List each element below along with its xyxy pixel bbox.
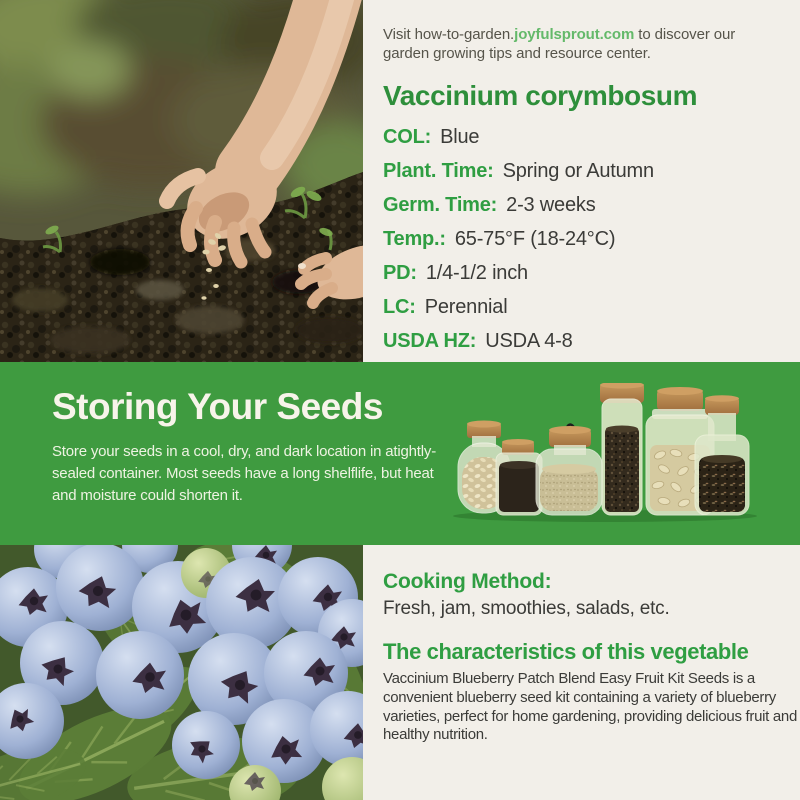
- spec-value: Blue: [440, 125, 480, 148]
- seed-jars-illustration: [450, 383, 760, 523]
- website-url: joyfulsprout.com: [514, 26, 635, 43]
- spec-value: Perennial: [424, 295, 508, 318]
- planting-photo: [0, 0, 363, 362]
- storing-seeds-band: [0, 362, 800, 545]
- spec-row-usda-zone: [383, 330, 788, 353]
- info-panel: [363, 0, 800, 362]
- bottom-section: [0, 545, 800, 800]
- seed-jars-image: [450, 383, 760, 523]
- intro-prefix: Visit how-to-garden.: [383, 26, 515, 43]
- plant-title: Vaccinium corymbosum: [383, 79, 698, 111]
- jar-black-seeds: [496, 439, 542, 515]
- characteristics-title: The characteristics of this vegetable: [383, 639, 749, 664]
- spec-label: Temp.:: [383, 227, 446, 250]
- cooking-method-body: Fresh, jam, smoothies, salads, etc.: [383, 598, 670, 619]
- spec-value: 1/4-1/2 inch: [425, 261, 528, 284]
- spec-row-germ-time: [383, 194, 788, 217]
- jar-sand: [536, 425, 602, 516]
- cooking-method-title: Cooking Method:: [383, 570, 552, 593]
- spec-value: 2-3 weeks: [506, 193, 596, 216]
- spec-label: Plant. Time:: [383, 159, 494, 182]
- spec-label: Germ. Time:: [383, 193, 498, 216]
- intro-suffix: to discover our garden growing tips and resource center.: [383, 26, 736, 62]
- spec-row-planting-depth: [383, 262, 788, 285]
- storing-body: Store your seeds in a cool, dry, and dark location in atightly-sealed container. Most seeds have a long shelflife, but heat and moisture could shorten it.: [52, 443, 436, 504]
- spec-list: [383, 126, 788, 353]
- spec-row-plant-time: [383, 160, 788, 183]
- spec-row-temperature: [383, 228, 788, 251]
- top-section: [0, 0, 800, 362]
- spec-row-life-cycle: [383, 296, 788, 319]
- spec-label: COL:: [383, 125, 432, 148]
- storing-title: Storing Your Seeds: [52, 386, 383, 427]
- blueberries-illustration: [0, 545, 363, 800]
- spec-value: 65-75°F (18-24°C): [454, 227, 616, 250]
- jar-tall-dark-seeds: [600, 383, 644, 515]
- spec-label: PD:: [383, 261, 417, 284]
- spec-label: USDA HZ:: [383, 329, 477, 352]
- characteristics-body: Vaccinium Blueberry Patch Blend Easy Fruit Kit Seeds is a convenient blueberry seed kit containing a variety of blueberry varieties, perfect for home gardening, providing delicious fruit and healthy nutrition.: [383, 670, 798, 744]
- planting-photo-illustration: [0, 0, 363, 362]
- storing-text-block: [52, 386, 452, 506]
- spec-value: Spring or Autumn: [502, 159, 654, 182]
- blueberries-photo: [0, 545, 363, 800]
- spec-value: USDA 4-8: [485, 329, 573, 352]
- intro-text: [383, 26, 775, 64]
- spec-row-color: [383, 126, 788, 149]
- bottom-text-panel: [363, 545, 800, 800]
- spec-label: LC:: [383, 295, 416, 318]
